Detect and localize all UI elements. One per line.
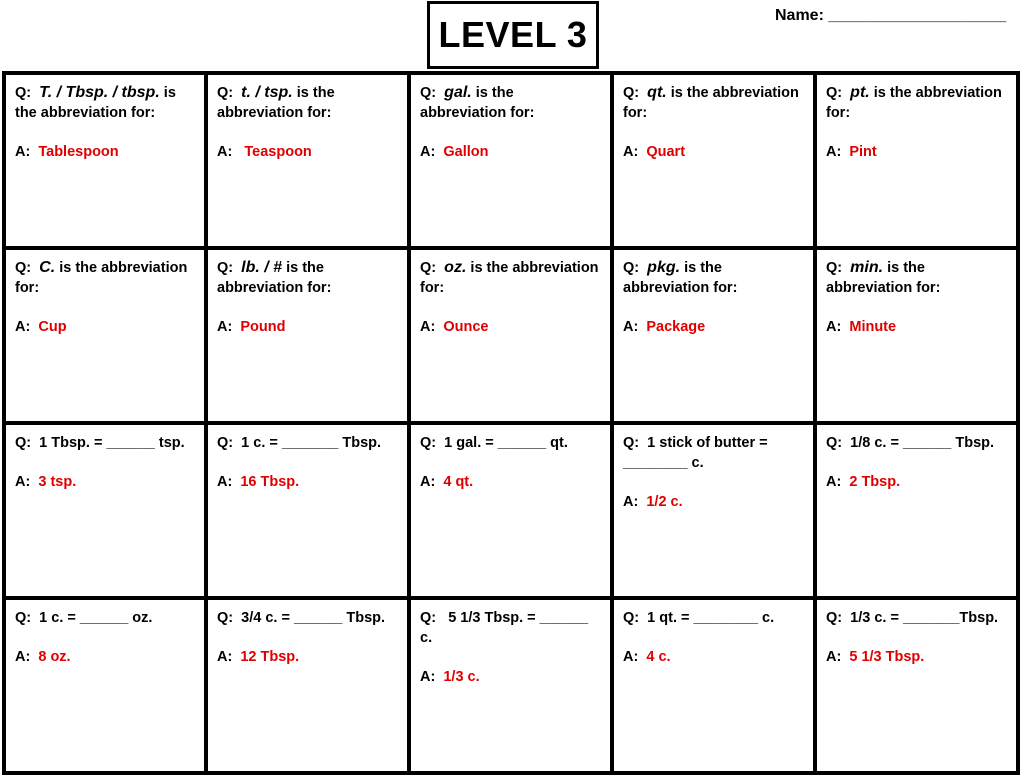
question-prefix: Q: — [217, 610, 242, 626]
question-card — [411, 425, 610, 596]
answer-line — [826, 317, 1008, 337]
question-body: 3/4 c. = ______ Tbsp. — [241, 610, 386, 626]
answer-line — [826, 647, 1008, 667]
question-body: is the abbreviation for: — [826, 85, 1002, 121]
answer-line — [826, 142, 1008, 162]
question-text — [217, 258, 399, 298]
question-body: is the abbreviation for: — [217, 85, 335, 121]
question-body: 1 stick of butter = ________ c. — [623, 435, 768, 471]
answer-prefix: A: — [826, 474, 850, 490]
answer-text: 4 qt. — [443, 474, 474, 490]
answer-line — [623, 142, 805, 162]
answer-text: 16 Tbsp. — [240, 474, 300, 490]
name-field-label: Name: ____________________ — [775, 7, 1007, 24]
question-prefix: Q: — [420, 85, 445, 101]
question-body: is the abbreviation for: — [826, 260, 941, 296]
answer-line — [623, 492, 805, 512]
question-card — [208, 75, 407, 246]
question-prefix: Q: — [623, 435, 648, 451]
question-card — [208, 600, 407, 771]
question-prefix: Q: — [623, 85, 648, 101]
answer-prefix: A: — [623, 649, 647, 665]
question-card — [6, 250, 204, 421]
answer-prefix: A: — [826, 649, 850, 665]
question-body: is the abbreviation for: — [217, 260, 332, 296]
answer-line — [15, 472, 196, 492]
question-body: is the abbreviation for: — [623, 260, 738, 296]
question-text — [420, 83, 602, 123]
question-prefix: Q: — [15, 85, 40, 101]
question-text — [826, 608, 1008, 628]
answer-line — [623, 647, 805, 667]
question-body: 1 Tbsp. = ______ tsp. — [39, 435, 185, 451]
question-text — [826, 258, 1008, 298]
question-prefix: Q: — [217, 260, 242, 276]
question-card — [208, 425, 407, 596]
question-prefix: Q: — [420, 260, 445, 276]
question-prefix: Q: — [15, 610, 40, 626]
answer-prefix: A: — [826, 144, 850, 160]
question-prefix: Q: — [826, 610, 851, 626]
answer-text: Quart — [646, 144, 686, 160]
question-text — [623, 608, 805, 628]
answer-text: 4 c. — [646, 649, 671, 665]
question-card — [614, 75, 813, 246]
answer-text: Package — [646, 319, 706, 335]
answer-prefix: A: — [15, 144, 39, 160]
answer-text: 3 tsp. — [38, 474, 77, 490]
question-card — [614, 600, 813, 771]
question-body: is the abbreviation for: — [15, 260, 188, 296]
question-body: is the abbreviation for: — [420, 260, 599, 296]
answer-text: Minute — [849, 319, 897, 335]
abbreviation-term: qt. — [647, 84, 667, 101]
question-body: 1 qt. = ________ c. — [647, 610, 775, 626]
question-text — [217, 608, 399, 628]
question-text — [15, 258, 196, 298]
question-text — [15, 608, 196, 628]
question-body: 1 c. = _______ Tbsp. — [241, 435, 382, 451]
answer-prefix: A: — [623, 144, 647, 160]
question-text — [826, 83, 1008, 123]
answer-prefix: A: — [420, 144, 444, 160]
answer-line — [15, 647, 196, 667]
question-card — [817, 250, 1016, 421]
answer-line — [420, 472, 602, 492]
answer-prefix: A: — [217, 649, 241, 665]
answer-text: 2 Tbsp. — [849, 474, 901, 490]
answer-text: 5 1/3 Tbsp. — [849, 649, 925, 665]
answer-prefix: A: — [217, 474, 241, 490]
question-prefix: Q: — [826, 435, 851, 451]
answer-prefix: A: — [826, 319, 850, 335]
question-card — [614, 250, 813, 421]
answer-prefix: A: — [15, 319, 39, 335]
abbreviation-term: oz. — [444, 259, 467, 276]
answer-prefix: A: — [623, 319, 647, 335]
answer-line — [623, 317, 805, 337]
answer-line — [420, 667, 602, 687]
answer-line — [217, 472, 399, 492]
question-body: 1 c. = ______ oz. — [39, 610, 153, 626]
question-card — [411, 75, 610, 246]
answer-text: 1/2 c. — [646, 494, 683, 510]
question-text — [623, 83, 805, 123]
question-prefix: Q: — [15, 435, 40, 451]
question-card — [817, 75, 1016, 246]
abbreviation-term: lb. / # — [241, 259, 283, 276]
answer-text: Teaspoon — [240, 144, 312, 160]
answer-line — [217, 317, 399, 337]
question-text — [420, 258, 602, 298]
question-body: is the abbreviation for: — [623, 85, 799, 121]
question-card — [411, 250, 610, 421]
answer-line — [15, 317, 196, 337]
question-text — [15, 83, 196, 123]
question-body: is the abbreviation for: — [420, 85, 535, 121]
answer-text: Ounce — [443, 319, 489, 335]
answer-text: 1/3 c. — [443, 669, 480, 685]
answer-line — [217, 142, 399, 162]
abbreviation-term: min. — [850, 259, 884, 276]
question-text — [15, 433, 196, 453]
question-text — [623, 258, 805, 298]
answer-text: 8 oz. — [38, 649, 71, 665]
abbreviation-term: C. — [39, 259, 56, 276]
question-prefix: Q: — [15, 260, 40, 276]
question-text — [217, 433, 399, 453]
abbreviation-term: gal. — [444, 84, 472, 101]
question-text — [826, 433, 1008, 453]
answer-prefix: A: — [217, 144, 241, 160]
answer-line — [15, 142, 196, 162]
answer-prefix: A: — [623, 494, 647, 510]
question-body: is the abbreviation for: — [15, 85, 176, 121]
question-prefix: Q: — [217, 435, 242, 451]
question-body: 1 gal. = ______ qt. — [444, 435, 568, 451]
question-card — [6, 425, 204, 596]
answer-prefix: A: — [420, 474, 444, 490]
answer-text: Cup — [38, 319, 67, 335]
answer-prefix: A: — [217, 319, 241, 335]
answer-line — [420, 142, 602, 162]
question-body: 5 1/3 Tbsp. = ______ c. — [420, 610, 589, 646]
question-card — [614, 425, 813, 596]
answer-line — [826, 472, 1008, 492]
question-prefix: Q: — [217, 85, 242, 101]
answer-prefix: A: — [15, 474, 39, 490]
question-card — [6, 600, 204, 771]
question-card — [411, 600, 610, 771]
answer-text: Pint — [849, 144, 877, 160]
question-grid — [2, 71, 1020, 775]
question-body: 1/3 c. = _______Tbsp. — [850, 610, 999, 626]
answer-text: 12 Tbsp. — [240, 649, 300, 665]
question-text — [420, 608, 602, 648]
question-card — [208, 250, 407, 421]
answer-prefix: A: — [420, 669, 444, 685]
answer-text: Tablespoon — [38, 144, 119, 160]
question-prefix: Q: — [420, 610, 449, 626]
question-prefix: Q: — [623, 260, 648, 276]
abbreviation-term: pkg. — [647, 259, 681, 276]
answer-prefix: A: — [15, 649, 39, 665]
question-text — [217, 83, 399, 123]
question-prefix: Q: — [826, 85, 851, 101]
question-prefix: Q: — [826, 260, 851, 276]
question-card — [817, 425, 1016, 596]
question-text — [420, 433, 602, 453]
question-card — [6, 75, 204, 246]
abbreviation-term: pt. — [850, 84, 870, 101]
question-prefix: Q: — [623, 610, 648, 626]
question-card — [817, 600, 1016, 771]
answer-text: Pound — [240, 319, 286, 335]
question-body: 1/8 c. = ______ Tbsp. — [850, 435, 995, 451]
answer-text: Gallon — [443, 144, 489, 160]
answer-line — [420, 317, 602, 337]
abbreviation-term: t. / tsp. — [241, 84, 293, 101]
answer-prefix: A: — [420, 319, 444, 335]
abbreviation-term: T. / Tbsp. / tbsp. — [39, 84, 160, 101]
answer-line — [217, 647, 399, 667]
question-prefix: Q: — [420, 435, 445, 451]
page-title: LEVEL 3 — [427, 1, 599, 69]
question-text — [623, 433, 805, 473]
